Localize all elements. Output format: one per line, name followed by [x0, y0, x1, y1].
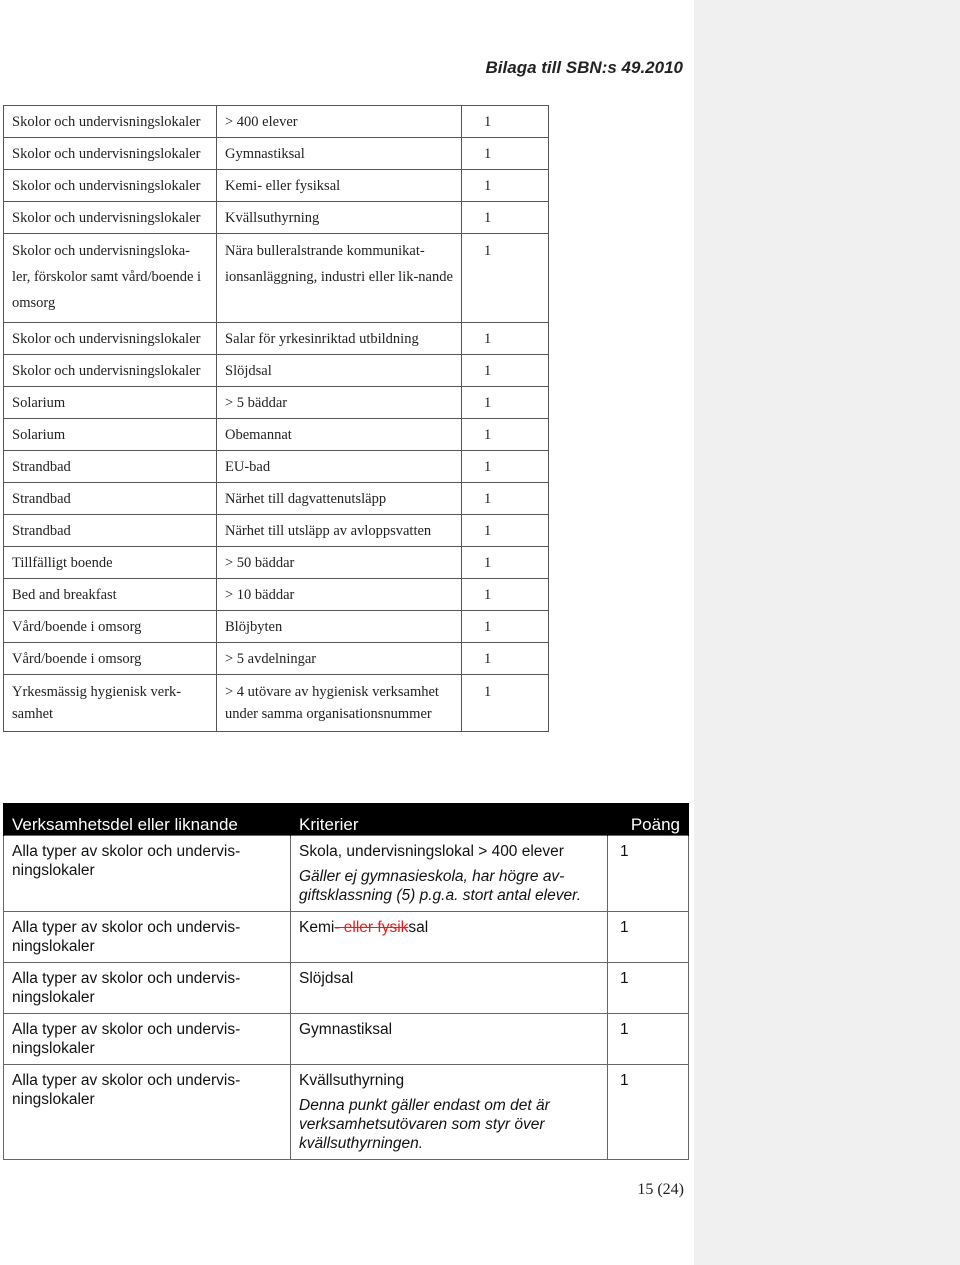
table-row	[4, 387, 549, 419]
activity-cell: Vård/boende i omsorg	[4, 611, 217, 643]
struck-text: fysik	[377, 919, 409, 936]
criterion-cell: Kvällsuthyrning	[217, 202, 462, 234]
criterion-text: Skola, undervisningslokal > 400 elever	[299, 843, 564, 860]
criterion-cell: > 5 avdelningar	[217, 643, 462, 675]
points-cell: 1	[462, 579, 549, 611]
activity-cell: Tillfälligt boende	[4, 547, 217, 579]
criterion-cell: > 50 bäddar	[217, 547, 462, 579]
points-cell: 1	[462, 643, 549, 675]
points-cell: 1	[608, 1014, 689, 1065]
activity-cell: Bed and breakfast	[4, 579, 217, 611]
table-row	[4, 483, 549, 515]
table-row	[4, 419, 549, 451]
points-cell: 1	[462, 547, 549, 579]
activity-cell: Strandbad	[4, 515, 217, 547]
criterion-cell	[291, 912, 608, 963]
points-cell: 1	[608, 963, 689, 1014]
points-cell: 1	[462, 451, 549, 483]
criterion-note: Gäller ej gymnasieskola, har högre av-giftsklassning (5) p.g.a. stort antal elever.	[299, 868, 582, 904]
table-row	[4, 963, 689, 1014]
criterion-cell	[291, 1065, 608, 1160]
table-row	[4, 106, 549, 138]
criterion-text: Kvällsuthyrning	[299, 1072, 405, 1089]
activity-cell: Alla typer av skolor och undervis-ningslokaler	[4, 1065, 291, 1160]
criterion-cell: Närhet till dagvattenutsläpp	[217, 483, 462, 515]
activity-cell: Skolor och undervisningslokaler	[4, 106, 217, 138]
activity-cell: Solarium	[4, 387, 217, 419]
table-row	[4, 323, 549, 355]
criterion-cell: Slöjdsal	[217, 355, 462, 387]
table-row	[4, 611, 549, 643]
points-cell: 1	[462, 106, 549, 138]
table-row	[4, 643, 549, 675]
points-cell: 1	[608, 1065, 689, 1160]
activity-cell: Skolor och undervisningslokaler	[4, 323, 217, 355]
criteria-table-1	[3, 105, 549, 732]
table-row	[4, 547, 549, 579]
criterion-text: Kemi	[299, 919, 335, 936]
activity-cell: Solarium	[4, 419, 217, 451]
criterion-cell: > 400 elever	[217, 106, 462, 138]
criterion-text: sal	[408, 919, 429, 936]
table-row	[4, 579, 549, 611]
criterion-cell: Närhet till utsläpp av avloppsvatten	[217, 515, 462, 547]
points-cell: 1	[462, 170, 549, 202]
table-row	[4, 1065, 689, 1160]
criterion-cell: Nära bulleralstrande kommunikat-ionsanläggning, industri eller lik-nande	[217, 234, 462, 323]
table-row	[4, 912, 689, 963]
activity-cell: Strandbad	[4, 483, 217, 515]
criterion-note: Denna punkt gäller endast om det är verksamhetsutövaren som styr över kvällsuthyrningen.	[299, 1097, 550, 1152]
table-row	[4, 451, 549, 483]
points-cell: 1	[462, 234, 549, 323]
activity-cell: Yrkesmässig hygienisk verk-samhet	[4, 675, 217, 732]
criterion-cell: > 5 bäddar	[217, 387, 462, 419]
column-header-activity: Verksamhetsdel eller liknande	[4, 803, 291, 836]
points-cell: 1	[462, 323, 549, 355]
criterion-cell: Gymnastiksal	[217, 138, 462, 170]
criterion-cell: Blöjbyten	[217, 611, 462, 643]
table-row	[4, 138, 549, 170]
document-header: Bilaga till SBN:s 49.2010	[485, 58, 683, 77]
activity-cell: Alla typer av skolor och undervis-ningslokaler	[4, 836, 291, 912]
table-row	[4, 170, 549, 202]
struck-text: - eller	[334, 919, 378, 936]
points-cell: 1	[462, 202, 549, 234]
table-row	[4, 675, 549, 732]
table-row	[4, 202, 549, 234]
points-cell: 1	[462, 675, 549, 732]
activity-cell: Skolor och undervisningslokaler	[4, 170, 217, 202]
activity-cell: Vård/boende i omsorg	[4, 643, 217, 675]
points-cell: 1	[462, 387, 549, 419]
criterion-cell	[291, 836, 608, 912]
criterion-cell: Gymnastiksal	[291, 1014, 608, 1065]
page-number: 15 (24)	[637, 1181, 684, 1198]
page-margin	[694, 0, 960, 1265]
table-row	[4, 836, 689, 912]
activity-cell: Skolor och undervisningslokaler	[4, 202, 217, 234]
activity-cell: Skolor och undervisningsloka-ler, förskolor samt vård/boende i omsorg	[4, 234, 217, 323]
points-cell: 1	[462, 419, 549, 451]
criterion-cell: Salar för yrkesinriktad utbildning	[217, 323, 462, 355]
points-cell: 1	[462, 515, 549, 547]
activity-cell: Alla typer av skolor och undervis-ningslokaler	[4, 912, 291, 963]
activity-cell: Strandbad	[4, 451, 217, 483]
points-cell: 1	[608, 912, 689, 963]
table-row	[4, 355, 549, 387]
criterion-cell: Obemannat	[217, 419, 462, 451]
column-header-criteria: Kriterier	[291, 803, 608, 836]
activity-cell: Alla typer av skolor och undervis-ningslokaler	[4, 963, 291, 1014]
criterion-cell: EU-bad	[217, 451, 462, 483]
activity-cell: Skolor och undervisningslokaler	[4, 355, 217, 387]
table-row	[4, 234, 549, 323]
table-row	[4, 1014, 689, 1065]
criterion-cell: > 10 bäddar	[217, 579, 462, 611]
criterion-cell: > 4 utövare av hygienisk verksamhet under samma organisationsnummer	[217, 675, 462, 732]
points-cell: 1	[462, 355, 549, 387]
points-cell: 1	[462, 138, 549, 170]
points-cell: 1	[608, 836, 689, 912]
criterion-cell: Kemi- eller fysiksal	[217, 170, 462, 202]
criteria-table-2	[3, 803, 689, 1160]
activity-cell: Alla typer av skolor och undervis-ningslokaler	[4, 1014, 291, 1065]
points-cell: 1	[462, 483, 549, 515]
table-row	[4, 515, 549, 547]
activity-cell: Skolor och undervisningslokaler	[4, 138, 217, 170]
column-header-points: Poäng	[608, 803, 689, 836]
points-cell: 1	[462, 611, 549, 643]
criterion-cell: Slöjdsal	[291, 963, 608, 1014]
table-header-row	[4, 803, 689, 836]
